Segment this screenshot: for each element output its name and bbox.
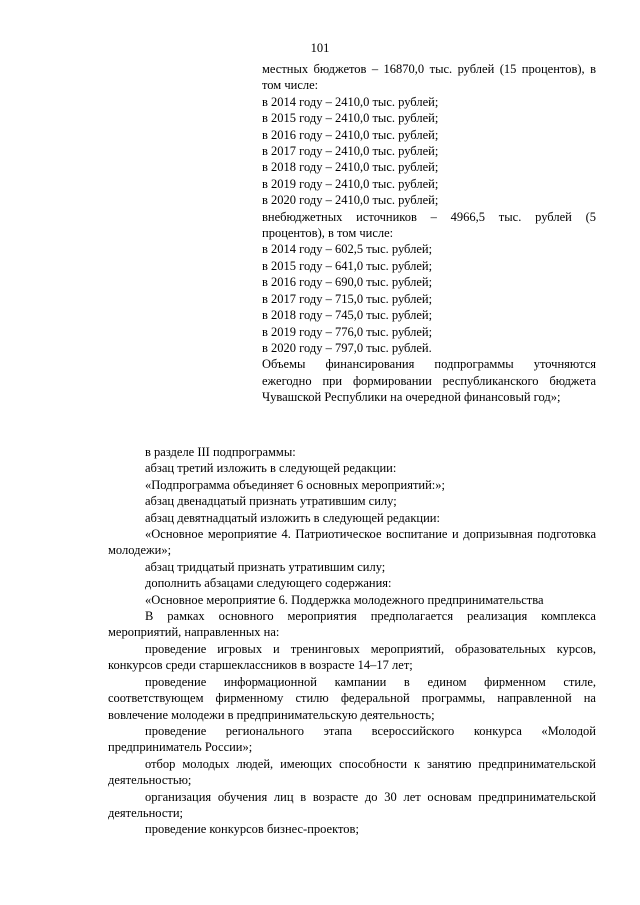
paragraph: «Основное мероприятие 4. Патриотическое воспитание и допризывная подготовка молодежи»; (108, 527, 596, 558)
extrabudgetary-year-2018: в 2018 году – 745,0 тыс. рублей; (262, 308, 433, 323)
paragraph: в разделе III подпрограммы: (145, 445, 296, 459)
local-budget-year-2014: в 2014 году – 2410,0 тыс. рублей; (262, 94, 439, 109)
paragraph: дополнить абзацами следующего содержания: (145, 576, 392, 591)
financing-column (262, 61, 596, 406)
paragraph: В рамках основного мероприятия предполагается реализация комплекса мероприятий, направленных на: (108, 609, 596, 640)
paragraph: организация обучения лиц в возрасте до 30 лет основам предпринимательской деятельности; (108, 789, 596, 820)
paragraph: проведение информационной кампании в едином фирменном стиле, соответствующем фирменному стилю федеральной программы, направленной на вовлечение молодежи в предпринимательскую деятельность; (108, 674, 596, 722)
extrabudgetary-line: внебюджетных источников – 4966,5 тыс. рублей (5 процентов), в том числе: (262, 209, 596, 241)
amendments-text (108, 444, 596, 838)
extrabudgetary-year-2014: в 2014 году – 602,5 тыс. рублей; (262, 242, 433, 257)
local-budget-year-2015: в 2015 году – 2410,0 тыс. рублей; (262, 111, 439, 126)
paragraph: абзац третий изложить в следующей редакции: (145, 461, 397, 476)
extrabudgetary-year-2016: в 2016 году – 690,0 тыс. рублей; (262, 275, 433, 290)
local-budget-year-2019: в 2019 году – 2410,0 тыс. рублей; (262, 176, 439, 191)
extrabudgetary-year-2019: в 2019 году – 776,0 тыс. рублей; (262, 324, 433, 339)
local-budget-year-2018: в 2018 году – 2410,0 тыс. рублей; (262, 160, 439, 175)
local-budget-year-2017: в 2017 году – 2410,0 тыс. рублей; (262, 144, 439, 159)
extrabudgetary-year-2017: в 2017 году – 715,0 тыс. рублей; (262, 291, 433, 306)
paragraph: абзац девятнадцатый изложить в следующей редакции: (145, 510, 440, 525)
paragraph: абзац тридцатый признать утратившим силу; (145, 559, 386, 574)
paragraph: «Подпрограмма объединяет 6 основных мероприятий:»; (145, 477, 445, 492)
paragraph: проведение регионального этапа всероссийского конкурса «Молодой предприниматель России»; (108, 723, 596, 755)
local-budget-year-2020: в 2020 году – 2410,0 тыс. рублей; (262, 193, 439, 208)
paragraph: абзац двенадцатый признать утратившим силу; (145, 494, 397, 509)
paragraph: проведение конкурсов бизнес-проектов; (145, 822, 359, 837)
local-budget-year-2016: в 2016 году – 2410,0 тыс. рублей; (262, 127, 439, 142)
financing-note: Объемы финансирования подпрограммы уточняются ежегодно при формировании республиканского бюджета Чувашской Республики на очередной финансовый год»; (262, 357, 596, 405)
local-budgets-line: местных бюджетов – 16870,0 тыс. рублей (15 процентов), в том числе: (262, 62, 596, 93)
paragraph: отбор молодых людей, имеющих способности к занятию предпринимательской деятельностью; (108, 756, 596, 788)
paragraph: «Основное мероприятие 6. Поддержка молодежного предпринимательства (145, 592, 544, 607)
extrabudgetary-year-2015: в 2015 году – 641,0 тыс. рублей; (262, 258, 433, 273)
paragraph: проведение игровых и тренинговых мероприятий, образовательных курсов, конкурсов среди старшеклассников в возрасте 14–17 лет; (108, 641, 596, 673)
extrabudgetary-year-2020: в 2020 году – 797,0 тыс. рублей. (262, 340, 432, 355)
page-number: 101 (310, 41, 330, 55)
